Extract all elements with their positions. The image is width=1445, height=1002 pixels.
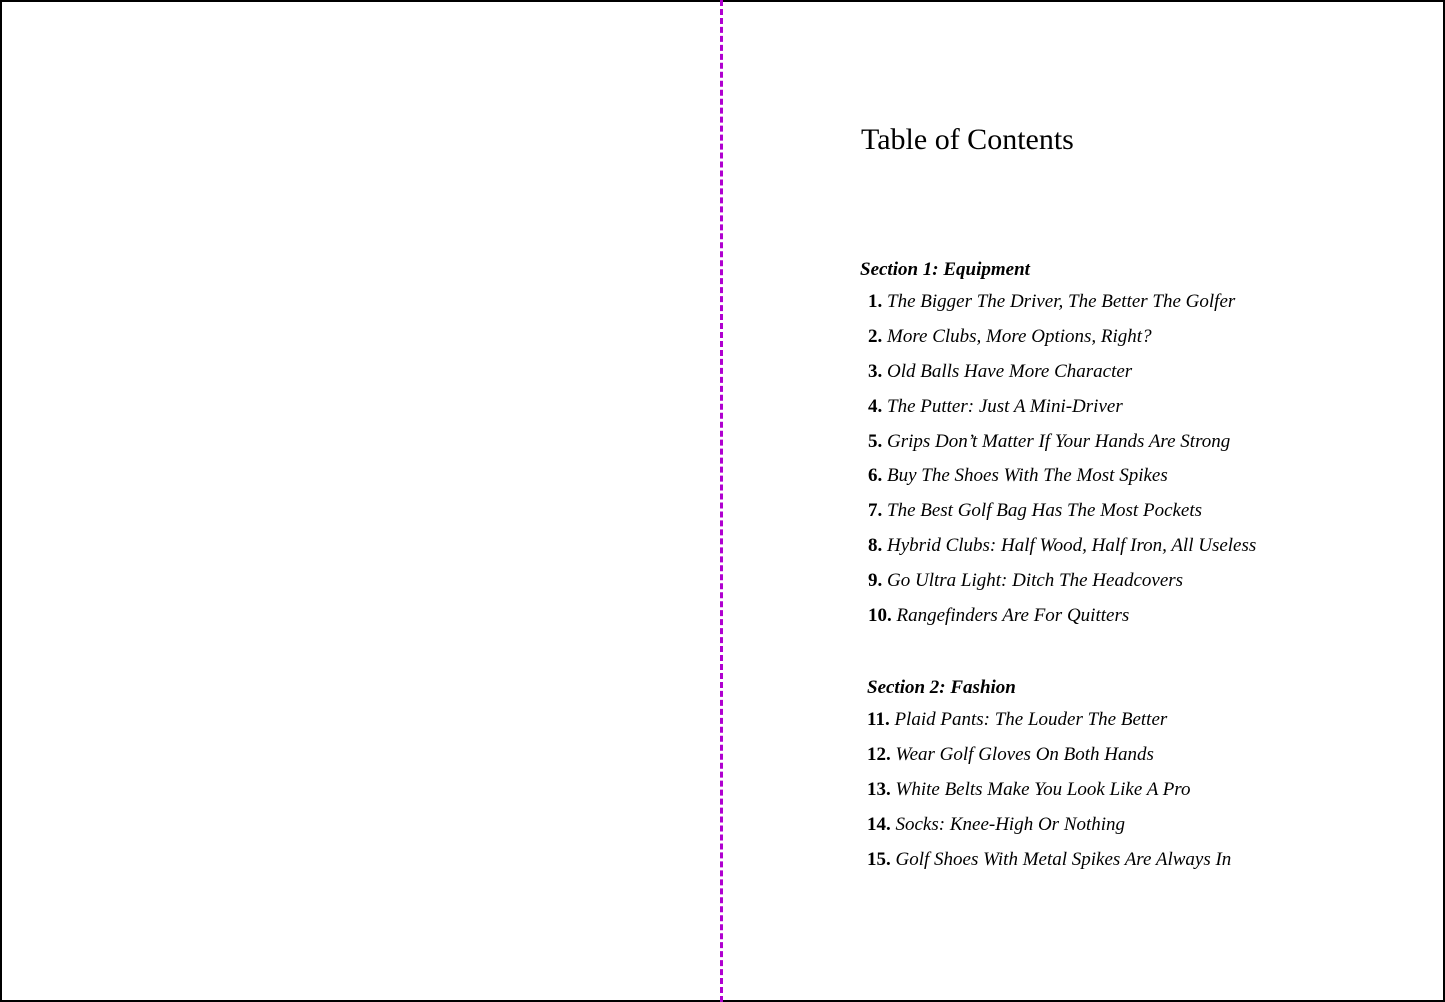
- toc-item-title: Old Balls Have More Character: [887, 360, 1133, 382]
- toc-item-title: Golf Shoes With Metal Spikes Are Always In: [895, 848, 1232, 870]
- toc-item[interactable]: [867, 773, 1231, 808]
- toc-item-number: 9.: [868, 570, 883, 592]
- section-heading: Section 1: Equipment: [860, 259, 1030, 280]
- toc-item[interactable]: [868, 564, 1256, 599]
- toc-item-title: Wear Golf Gloves On Both Hands: [895, 743, 1154, 765]
- toc-item[interactable]: [868, 425, 1256, 460]
- toc-item-number: 6.: [868, 465, 883, 487]
- toc-item[interactable]: [868, 599, 1256, 634]
- left-page-blank: [2, 2, 720, 1000]
- toc-item-number: 14.: [867, 813, 891, 835]
- toc-item-number: 1.: [868, 291, 883, 312]
- toc-item[interactable]: [867, 843, 1231, 878]
- toc-item[interactable]: [868, 459, 1256, 494]
- toc-item-number: 13.: [867, 778, 891, 800]
- toc-item-title: The Best Golf Bag Has The Most Pockets: [887, 500, 1203, 522]
- toc-item-title: Go Ultra Light: Ditch The Headcovers: [887, 570, 1184, 592]
- toc-item-title: Plaid Pants: The Louder The Better: [894, 709, 1168, 730]
- toc-item[interactable]: [868, 529, 1256, 564]
- toc-item-number: 15.: [867, 848, 891, 870]
- toc-list: [867, 703, 1231, 877]
- toc-section-fashion: [867, 673, 1231, 877]
- toc-item[interactable]: [867, 703, 1231, 738]
- toc-title: Table of Contents: [861, 123, 1074, 156]
- toc-item[interactable]: [868, 494, 1256, 529]
- toc-item-title: White Belts Make You Look Like A Pro: [895, 778, 1191, 800]
- toc-item[interactable]: [868, 320, 1256, 355]
- toc-item-number: 8.: [868, 535, 883, 557]
- toc-item-title: The Bigger The Driver, The Better The Golfer: [887, 291, 1236, 312]
- toc-item-number: 2.: [868, 325, 883, 347]
- toc-item[interactable]: [868, 390, 1256, 425]
- toc-item-title: Hybrid Clubs: Half Wood, Half Iron, All Useless: [887, 535, 1257, 557]
- toc-item-title: Rangefinders Are For Quitters: [896, 605, 1130, 627]
- toc-section-equipment: [860, 255, 1256, 634]
- toc-item-number: 4.: [868, 395, 883, 417]
- toc-item-number: 10.: [868, 605, 892, 627]
- right-page-toc: [724, 2, 1443, 1000]
- toc-item-number: 3.: [868, 360, 883, 382]
- toc-item-number: 7.: [868, 500, 883, 522]
- toc-item-title: Buy The Shoes With The Most Spikes: [887, 465, 1168, 487]
- toc-item[interactable]: [867, 808, 1231, 843]
- toc-item-title: The Putter: Just A Mini-Driver: [887, 395, 1123, 417]
- toc-item-title: More Clubs, More Options, Right?: [887, 325, 1152, 347]
- toc-item-title: Socks: Knee-High Or Nothing: [895, 813, 1126, 835]
- toc-item[interactable]: [868, 355, 1256, 390]
- toc-item-title: Grips Don’t Matter If Your Hands Are Strong: [887, 430, 1231, 452]
- toc-item[interactable]: [868, 285, 1256, 320]
- toc-item-number: 11.: [867, 709, 890, 730]
- section-heading: Section 2: Fashion: [867, 677, 1016, 698]
- toc-item-number: 12.: [867, 743, 891, 765]
- page-gutter-divider: [720, 0, 723, 1002]
- toc-item[interactable]: [867, 738, 1231, 773]
- toc-list: [860, 285, 1256, 634]
- toc-item-number: 5.: [868, 430, 883, 452]
